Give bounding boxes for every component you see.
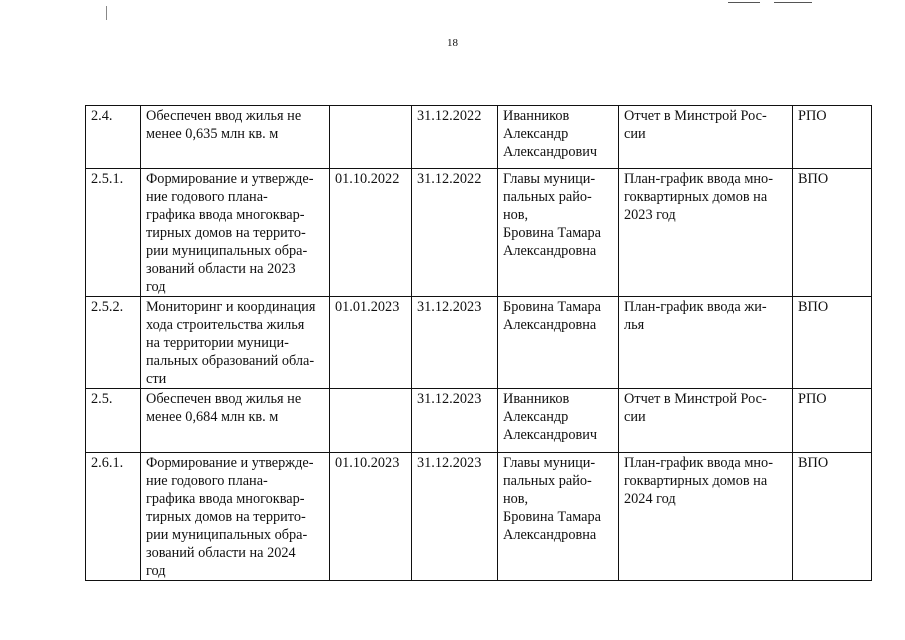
item-number-cell: 2.5.1. bbox=[86, 169, 141, 297]
item-name-cell: Мониторинг и координация хода строительства жилья на территории муници- пальных образований обла- сти bbox=[141, 297, 330, 389]
responsible-cell: Иванников Александр Александрович bbox=[498, 106, 619, 169]
start-date-cell: 01.10.2022 bbox=[330, 169, 412, 297]
start-date-cell bbox=[330, 389, 412, 453]
table-row bbox=[86, 169, 872, 297]
type-cell: ВПО bbox=[793, 297, 872, 389]
result-cell: План-график ввода жи- лья bbox=[619, 297, 793, 389]
item-number-cell: 2.5.2. bbox=[86, 297, 141, 389]
table-row bbox=[86, 297, 872, 389]
scan-artifact-mark bbox=[106, 6, 107, 20]
start-date-cell bbox=[330, 106, 412, 169]
plan-table bbox=[85, 105, 872, 581]
end-date-cell: 31.12.2022 bbox=[412, 169, 498, 297]
end-date-cell: 31.12.2023 bbox=[412, 297, 498, 389]
start-date-cell: 01.10.2023 bbox=[330, 453, 412, 581]
item-number-cell: 2.6.1. bbox=[86, 453, 141, 581]
start-date-cell: 01.01.2023 bbox=[330, 297, 412, 389]
responsible-cell: Бровина Тамара Александровна bbox=[498, 297, 619, 389]
table-row bbox=[86, 106, 872, 169]
responsible-cell: Главы муници- пальных райо- нов, Бровина Тамара Александровна bbox=[498, 169, 619, 297]
end-date-cell: 31.12.2023 bbox=[412, 389, 498, 453]
type-cell: РПО bbox=[793, 106, 872, 169]
responsible-cell: Иванников Александр Александрович bbox=[498, 389, 619, 453]
type-cell: ВПО bbox=[793, 169, 872, 297]
type-cell: ВПО bbox=[793, 453, 872, 581]
item-number-cell: 2.5. bbox=[86, 389, 141, 453]
item-number-cell: 2.4. bbox=[86, 106, 141, 169]
page-number: 18 bbox=[447, 37, 458, 49]
item-name-cell: Формирование и утвержде- ние годового плана- графика ввода многоквар- тирных домов на террито- рии муниципальных обра- зований области на 2024 год bbox=[141, 453, 330, 581]
table-row bbox=[86, 389, 872, 453]
result-cell: План-график ввода мно- гоквартирных домов на 2024 год bbox=[619, 453, 793, 581]
result-cell: Отчет в Минстрой Рос- сии bbox=[619, 106, 793, 169]
item-name-cell: Формирование и утвержде- ние годового плана- графика ввода многоквар- тирных домов на террито- рии муниципальных обра- зований области на 2023 год bbox=[141, 169, 330, 297]
result-cell: Отчет в Минстрой Рос- сии bbox=[619, 389, 793, 453]
item-name-cell: Обеспечен ввод жилья не менее 0,635 млн кв. м bbox=[141, 106, 330, 169]
scan-artifact-line bbox=[728, 2, 760, 3]
end-date-cell: 31.12.2023 bbox=[412, 453, 498, 581]
item-name-cell: Обеспечен ввод жилья не менее 0,684 млн кв. м bbox=[141, 389, 330, 453]
scan-artifact-line bbox=[774, 2, 812, 3]
table-row bbox=[86, 453, 872, 581]
responsible-cell: Главы муници- пальных райо- нов, Бровина Тамара Александровна bbox=[498, 453, 619, 581]
end-date-cell: 31.12.2022 bbox=[412, 106, 498, 169]
type-cell: РПО bbox=[793, 389, 872, 453]
result-cell: План-график ввода мно- гоквартирных домов на 2023 год bbox=[619, 169, 793, 297]
